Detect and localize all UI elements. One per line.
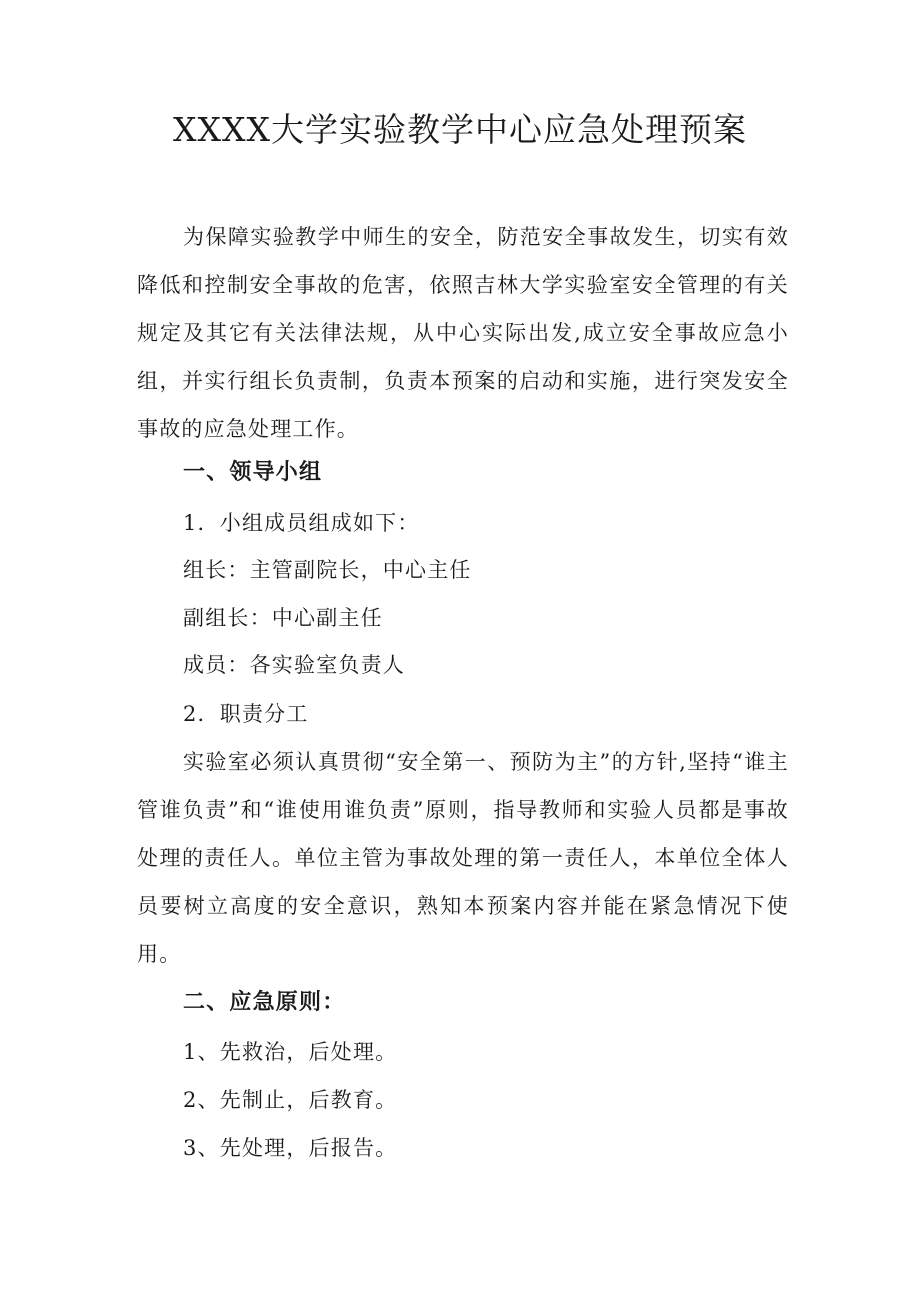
member-composition-item: 1．小组成员组成如下： xyxy=(183,511,420,535)
principle-item: 3、先处理，后报告。 xyxy=(183,1136,398,1160)
principle-item: 1、先救治，后处理。 xyxy=(183,1040,398,1064)
intro-paragraph: 为保障实验教学中师生的安全，防范安全事故发生，切实有效降低和控制安全事故的危害，依照吉林大学实验室安全管理的有关规定及其它有关法律法规，从中心实际出发,成立安全事故应急小组，并实行组长负责制，负责本预案的启动和实施，进行突发安全事故的应急处理工作。 xyxy=(137,225,789,441)
duty-division-item: 2．职责分工 xyxy=(183,702,309,726)
document-title: XXXX大学实验教学中心应急处理预案 xyxy=(173,110,747,149)
principle-item: 2、先制止，后教育。 xyxy=(183,1088,398,1112)
members-line: 成员：各实验室负责人 xyxy=(183,653,405,677)
section-heading-leadership: 一、领导小组 xyxy=(183,460,323,485)
duty-paragraph: 实验室必须认真贯彻“安全第一、预防为主”的方针,坚持“谁主管谁负责”和“谁使用谁负责”原则，指导教师和实验人员都是事故处理的责任人。单位主管为事故处理的第一责任人，本单位全体人员要树立高度的安全意识，熟知本预案内容并能在紧急情况下使用。 xyxy=(137,750,789,966)
section-heading-principles: 二、应急原则： xyxy=(183,990,346,1015)
group-leader-line: 组长：主管副院长，中心主任 xyxy=(183,558,472,582)
deputy-leader-line: 副组长：中心副主任 xyxy=(183,606,383,630)
